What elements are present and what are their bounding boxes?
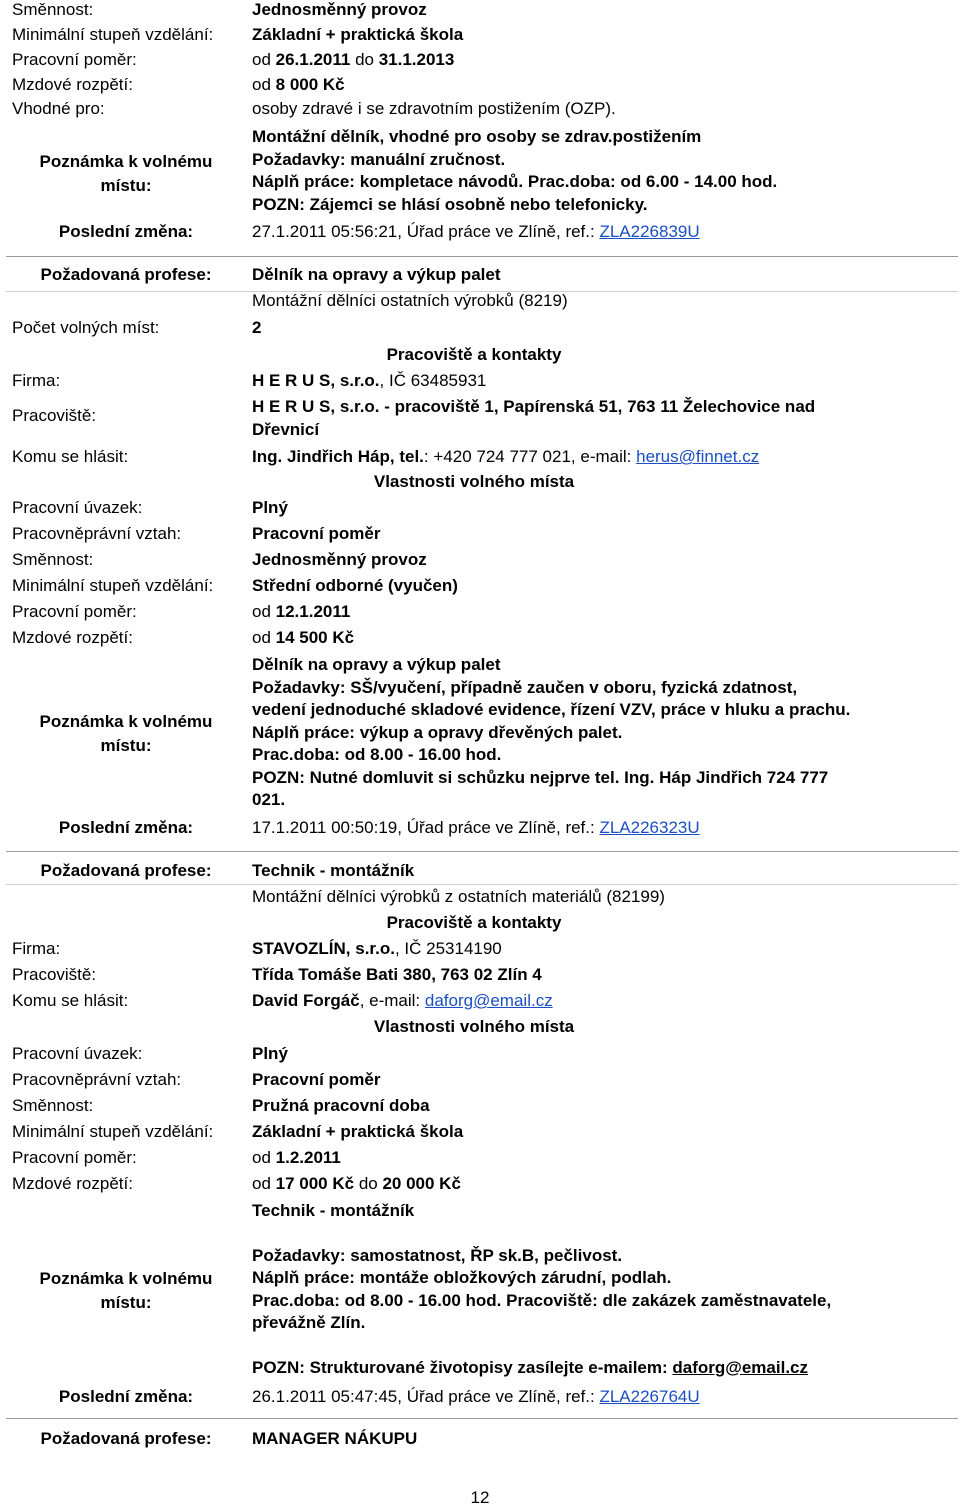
b2-vacancies-label: Počet volných míst: bbox=[12, 318, 160, 337]
b2-workplace-heading: Pracoviště a kontakty bbox=[386, 345, 562, 364]
b3-salary-value bbox=[252, 1174, 461, 1194]
b4-profession-value: MANAGER NÁKUPU bbox=[252, 1429, 418, 1448]
b1-suitable-label: Vhodné pro: bbox=[12, 99, 105, 118]
b3-note-pozn bbox=[252, 1357, 831, 1380]
b3-contact-email-link[interactable]: daforg@email.cz bbox=[424, 991, 553, 1010]
b3-relation-label: Pracovněprávní vztah: bbox=[12, 1070, 182, 1089]
b3-note-spacer bbox=[252, 1223, 831, 1245]
b2-changed-text: 17.1.2011 00:50:19, Úřad práce ve Zlíně, ref.: bbox=[252, 818, 600, 837]
b2-worktime-value: Plný bbox=[252, 498, 288, 517]
b3-company-label: Firma: bbox=[12, 939, 61, 958]
b2-shift-value: Jednosměnný provoz bbox=[252, 550, 427, 569]
b3-workplace-heading: Pracoviště a kontakty bbox=[386, 913, 562, 932]
b2-workplace-line: H E R U S, s.r.o. - pracoviště 1, Papírenská 51, 763 11 Želechovice nad bbox=[252, 397, 816, 416]
b2-salary-prefix: od bbox=[252, 628, 276, 647]
b1-ref-link[interactable]: ZLA226839U bbox=[599, 222, 700, 241]
b2-company-label: Firma: bbox=[12, 371, 61, 390]
b3-salary-prefix: od bbox=[252, 1174, 276, 1193]
b2-contact-label: Komu se hlásit: bbox=[12, 447, 129, 466]
page-number: 12 bbox=[470, 1488, 490, 1507]
b3-shift-label: Směnnost: bbox=[12, 1096, 94, 1115]
b1-changed-value bbox=[252, 222, 700, 242]
b2-employment-label: Pracovní poměr: bbox=[12, 602, 137, 621]
b2-vacancies-value: 2 bbox=[252, 318, 262, 337]
b2-workplace-label: Pracoviště: bbox=[12, 406, 97, 425]
b3-contact-value bbox=[252, 991, 553, 1011]
b1-education-label: Minimální stupeň vzdělání: bbox=[12, 25, 214, 44]
b3-workplace-label: Pracoviště: bbox=[12, 965, 97, 984]
b3-note-title: Technik - montážník bbox=[252, 1201, 415, 1220]
b2-workplace-value bbox=[252, 396, 815, 441]
b2-note-line: Požadavky: SŠ/vyučení, případně zaučen v oboru, fyzická zdatnost, bbox=[252, 677, 798, 697]
b2-employment-from: 12.1.2011 bbox=[275, 602, 351, 621]
b3-note-pozn-text: POZN: Strukturované životopisy zasílejte e-mailem: bbox=[252, 1357, 673, 1377]
b3-company-name: STAVOZLÍN, s.r.o. bbox=[252, 939, 395, 958]
b3-salary-from: 17 000 Kč bbox=[275, 1174, 355, 1193]
b2-profession-label: Požadovaná profese: bbox=[40, 265, 212, 284]
b2-changed-label: Poslední změna: bbox=[58, 818, 194, 837]
b3-education-label: Minimální stupeň vzdělání: bbox=[12, 1122, 214, 1141]
b2-note-line: Náplň práce: výkup a opravy dřevěných palet. bbox=[252, 722, 623, 742]
b2-contact-value bbox=[252, 447, 759, 467]
b3-employment-label: Pracovní poměr: bbox=[12, 1148, 137, 1167]
b2-note-line: 021. bbox=[252, 790, 286, 809]
b2-company-value bbox=[252, 371, 486, 391]
b1-note-text bbox=[252, 126, 777, 216]
b3-employment-from: 1.2.2011 bbox=[275, 1148, 341, 1167]
b2-note-label-2: místu: bbox=[100, 736, 152, 755]
b3-changed-text: 26.1.2011 05:47:45, Úřad práce ve Zlíně, ref.: bbox=[252, 1387, 600, 1406]
b3-contact-email-prefix: , e-mail: bbox=[359, 991, 425, 1010]
b3-contact-name: David Forgáč bbox=[252, 991, 360, 1010]
b1-employment-prefix: od bbox=[252, 50, 276, 69]
b2-salary-value bbox=[252, 628, 354, 648]
b3-profession-category: Montážní dělníci výrobků z ostatních materiálů (82199) bbox=[252, 887, 665, 906]
b2-profession-category: Montážní dělníci ostatních výrobků (8219) bbox=[252, 291, 568, 310]
b3-contact-label: Komu se hlásit: bbox=[12, 991, 129, 1010]
b2-note-line: Prac.doba: od 8.00 - 16.00 hod. bbox=[252, 745, 502, 764]
b3-worktime-value: Plný bbox=[252, 1044, 288, 1063]
b2-education-label: Minimální stupeň vzdělání: bbox=[12, 576, 214, 595]
b1-note-line: Požadavky: manuální zručnost. bbox=[252, 149, 506, 169]
b2-employment-prefix: od bbox=[252, 602, 276, 621]
b1-shift-value: Jednosměnný provoz bbox=[252, 0, 427, 19]
b2-shift-label: Směnnost: bbox=[12, 550, 94, 569]
b1-salary-value bbox=[252, 75, 345, 95]
b3-shift-value: Pružná pracovní doba bbox=[252, 1096, 430, 1115]
b1-note-label-2: místu: bbox=[100, 176, 152, 195]
b3-note-label-1: Poznámka k volnému bbox=[39, 1269, 213, 1288]
b3-note-spacer bbox=[252, 1335, 831, 1357]
b2-contact-email-link[interactable]: herus@finnet.cz bbox=[636, 447, 760, 466]
b3-profession-value: Technik - montážník bbox=[252, 861, 415, 880]
b2-salary-amount: 14 500 Kč bbox=[275, 628, 355, 647]
b3-profession-label: Požadovaná profese: bbox=[40, 861, 212, 880]
b4-profession-label: Požadovaná profese: bbox=[40, 1429, 212, 1448]
b1-changed-label: Poslední změna: bbox=[58, 222, 194, 241]
b3-ref-link[interactable]: ZLA226764U bbox=[599, 1387, 700, 1406]
b3-note-pozn-email-link[interactable]: daforg@email.cz bbox=[672, 1357, 809, 1377]
b2-contact-phone: : +420 724 777 021 bbox=[423, 447, 571, 466]
b3-company-value bbox=[252, 939, 502, 959]
b2-worktime-label: Pracovní úvazek: bbox=[12, 498, 143, 517]
b2-props-heading: Vlastnosti volného místa bbox=[373, 472, 575, 491]
b2-contact-name: Ing. Jindřich Háp, tel. bbox=[252, 447, 424, 466]
b3-salary-mid: do bbox=[354, 1174, 383, 1193]
separator bbox=[6, 256, 958, 257]
b1-employment-label: Pracovní poměr: bbox=[12, 50, 137, 69]
b3-note-text bbox=[252, 1200, 831, 1379]
b1-changed-text: 27.1.2011 05:56:21, Úřad práce ve Zlíně, ref.: bbox=[252, 222, 600, 241]
b3-employment-prefix: od bbox=[252, 1148, 276, 1167]
b2-relation-value: Pracovní poměr bbox=[252, 524, 381, 543]
b2-contact-email-prefix: , e-mail: bbox=[570, 447, 637, 466]
b2-education-value: Střední odborné (vyučen) bbox=[252, 576, 458, 595]
b1-note-line: POZN: Zájemci se hlásí osobně nebo telefonicky. bbox=[252, 194, 648, 214]
b1-note-line: Montážní dělník, vhodné pro osoby se zdrav.postižením bbox=[252, 127, 702, 146]
b1-salary-label: Mzdové rozpětí: bbox=[12, 75, 133, 94]
b1-note-line: Náplň práce: kompletace návodů. Prac.doba: od 6.00 - 14.00 hod. bbox=[252, 172, 778, 191]
b2-note-text bbox=[252, 654, 850, 812]
b1-employment-value bbox=[252, 50, 454, 70]
b1-employment-from: 26.1.2011 bbox=[275, 50, 351, 69]
b3-salary-to: 20 000 Kč bbox=[382, 1174, 461, 1193]
b1-employment-mid: do bbox=[350, 50, 379, 69]
b2-relation-label: Pracovněprávní vztah: bbox=[12, 524, 182, 543]
b1-note-label-1: Poznámka k volnému bbox=[39, 152, 213, 171]
b3-employment-value bbox=[252, 1148, 341, 1168]
b3-note-line: Náplň práce: montáže obložkových zárudní, podlah. bbox=[252, 1268, 672, 1287]
separator bbox=[6, 1418, 958, 1419]
b3-education-value: Základní + praktická škola bbox=[252, 1122, 464, 1141]
b2-profession-value: Dělník na opravy a výkup palet bbox=[252, 265, 501, 284]
separator bbox=[6, 884, 958, 885]
b3-salary-label: Mzdové rozpětí: bbox=[12, 1174, 133, 1193]
b3-company-id: , IČ 25314190 bbox=[394, 939, 502, 958]
b3-workplace-value: Třída Tomáše Bati 380, 763 02 Zlín 4 bbox=[252, 965, 542, 984]
b3-note-line: převážně Zlín. bbox=[252, 1313, 366, 1332]
b3-changed-value bbox=[252, 1387, 700, 1407]
separator bbox=[6, 851, 958, 852]
b1-salary-amount: 8 000 Kč bbox=[275, 75, 345, 94]
b1-employment-to: 31.1.2013 bbox=[378, 50, 455, 69]
b2-note-line: vedení jednoduché skladové evidence, řízení VZV, práce v hluku a prachu. bbox=[252, 700, 851, 719]
b2-note-line: Dělník na opravy a výkup palet bbox=[252, 655, 501, 674]
b2-company-name: H E R U S, s.r.o. bbox=[252, 371, 380, 390]
b2-changed-value bbox=[252, 818, 700, 838]
b3-note-line: Prac.doba: od 8.00 - 16.00 hod. Pracoviště: dle zakázek zaměstnavatele, bbox=[252, 1290, 832, 1310]
b3-relation-value: Pracovní poměr bbox=[252, 1070, 381, 1089]
b2-employment-value bbox=[252, 602, 350, 622]
b2-note-label-1: Poznámka k volnému bbox=[39, 712, 213, 731]
b3-worktime-label: Pracovní úvazek: bbox=[12, 1044, 143, 1063]
b3-changed-label: Poslední změna: bbox=[58, 1387, 194, 1406]
b2-ref-link[interactable]: ZLA226323U bbox=[599, 818, 700, 837]
b3-note-label-2: místu: bbox=[100, 1293, 152, 1312]
b1-education-value: Základní + praktická škola bbox=[252, 25, 464, 44]
b3-note-line: Požadavky: samostatnost, ŘP sk.B, pečlivost. bbox=[252, 1245, 623, 1265]
b2-workplace-line: Dřevnicí bbox=[252, 419, 320, 439]
b1-suitable-value: osoby zdravé i se zdravotním postižením (OZP). bbox=[252, 99, 616, 118]
b1-shift-label: Směnnost: bbox=[12, 0, 94, 19]
b3-props-heading: Vlastnosti volného místa bbox=[373, 1017, 575, 1036]
b2-company-id: , IČ 63485931 bbox=[379, 371, 487, 390]
b2-note-line: POZN: Nutné domluvit si schůzku nejprve tel. Ing. Háp Jindřich 724 777 bbox=[252, 767, 829, 787]
b2-salary-label: Mzdové rozpětí: bbox=[12, 628, 133, 647]
b1-salary-prefix: od bbox=[252, 75, 276, 94]
